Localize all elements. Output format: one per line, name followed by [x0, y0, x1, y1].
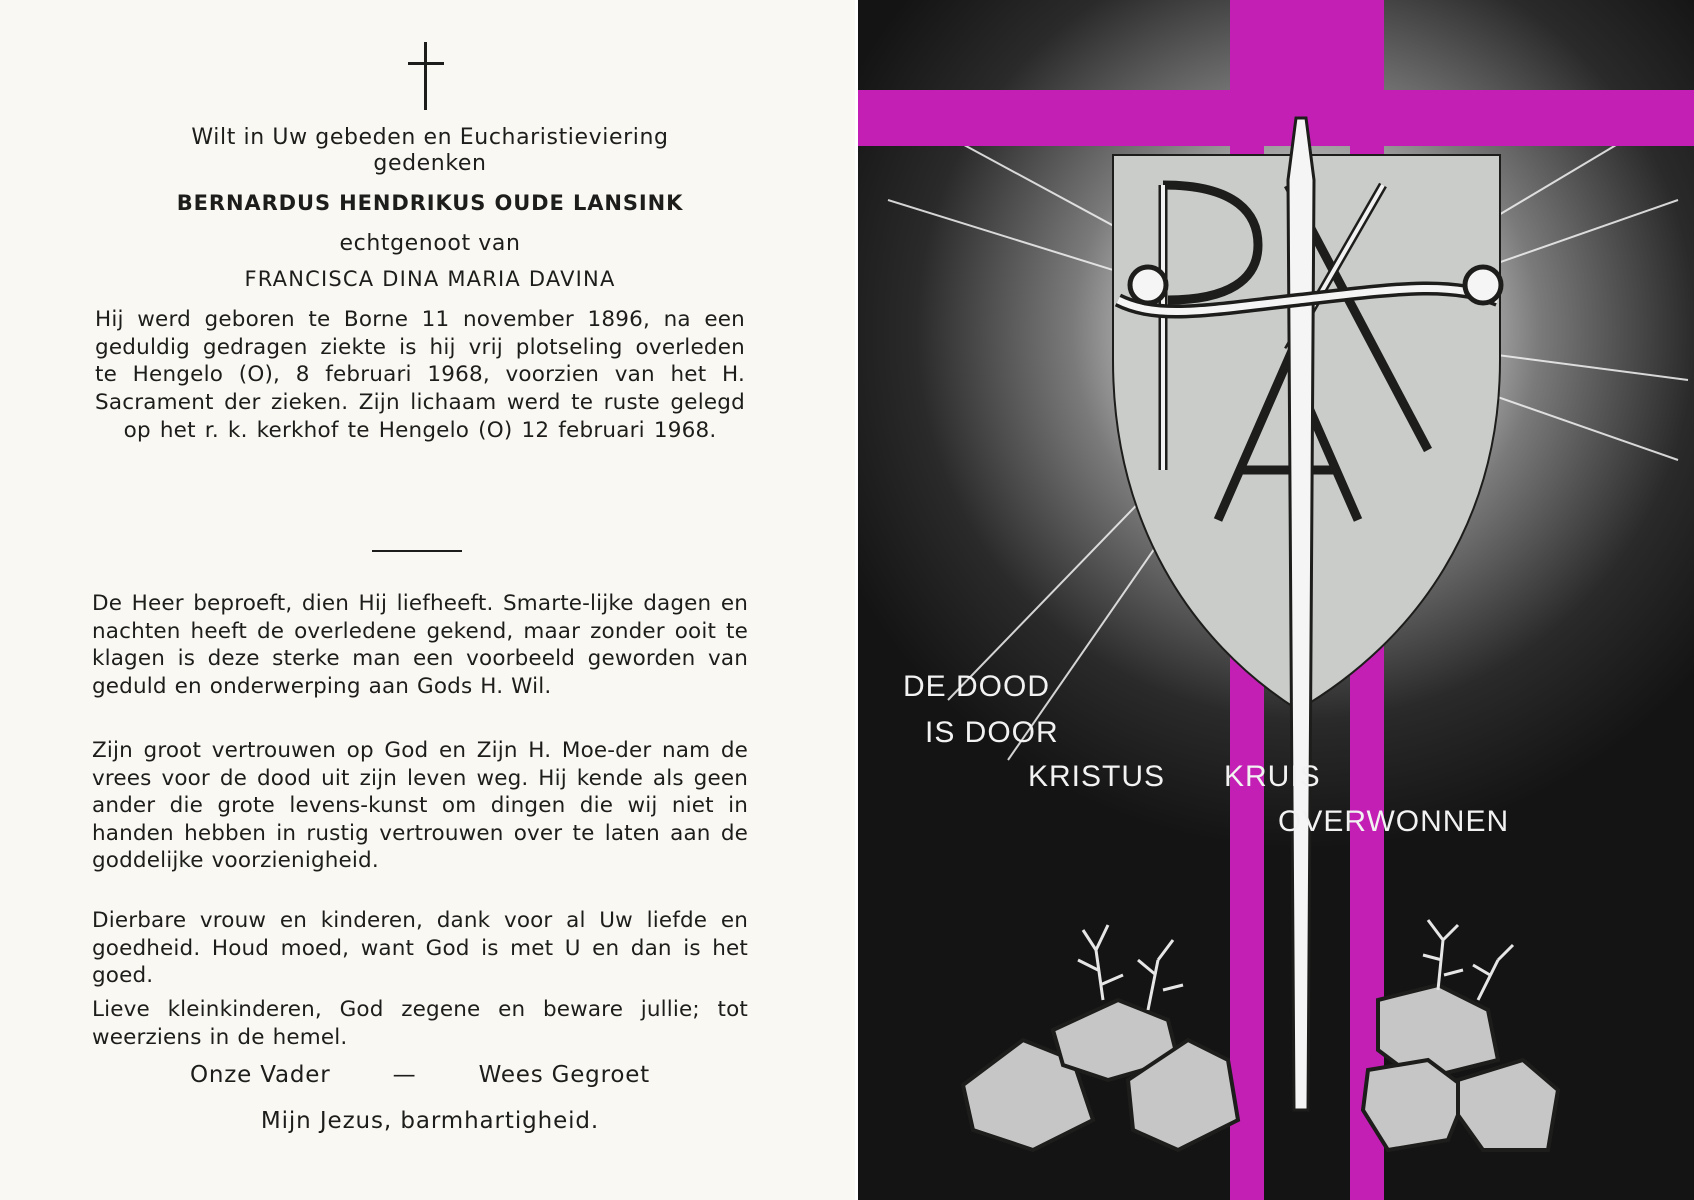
motto-line-1: DE DOOD [903, 670, 1051, 703]
paragraph-1: De Heer beproeft, dien Hij liefheeft. Smarte-lijke dagen en nachten heeft de overledene gekend, maar zonder ooit te klagen is deze sterke man een voorbeeld geworden van geduld en onderwerping aan Gods H. Wil. [92, 591, 748, 699]
paragraph-2: Zijn groot vertrouwen op God en Zijn H. Moe-der nam de vrees voor de dood uit zijn leven weg. Hij kende als geen ander die grote levens-kunst om dingen die wij niet in handen hebben in rustig vertrouwen over te laten aan de goddelijke voorzienigheid. [92, 738, 748, 873]
motto-word-kruis: KRUIS [1224, 760, 1321, 793]
prayer-dash: — [392, 1062, 417, 1088]
intro-line-1: Wilt in Uw gebeden en Eucharistieviering [191, 125, 669, 150]
spouse-label: echtgenoot van [339, 231, 521, 256]
pax-artwork [858, 0, 1694, 1200]
biography-paragraph: Hij werd geboren te Borne 11 november 1896, na een geduldig gedragen ziekte is hij vrij plotseling overleden te Hengelo (O), 8 februari 1968, voorzien van het H. Sacrament der zieken. Zijn lichaam werd te ruste gelegd op het r. k. kerkhof te Hengelo (O) 12 februari 1968. [95, 307, 745, 443]
divider-line [372, 550, 462, 552]
motto-word-kristus: KRISTUS [1028, 760, 1166, 793]
closing-invocation: Mijn Jezus, barmhartigheid. [260, 1108, 600, 1134]
prayer-onze-vader: Onze Vader [190, 1062, 331, 1088]
paragraph-3: Dierbare vrouw en kinderen, dank voor al Uw liefde en goedheid. Houd moed, want God is met U en dan is het goed. [92, 908, 748, 988]
motto-line-4: OVERWONNEN [1278, 805, 1510, 838]
memorial-image-page [858, 0, 1694, 1200]
cross-icon [404, 42, 448, 110]
prayers-line [190, 1061, 650, 1089]
paragraph-4: Lieve kleinkinderen, God zegene en beware jullie; tot weerziens in de hemel. [92, 997, 748, 1050]
intro-line-2: gedenken [373, 151, 487, 176]
prayer-wees-gegroet: Wees Gegroet [478, 1062, 650, 1088]
motto-line-2: IS DOOR [925, 716, 1059, 749]
spouse-name: FRANCISCA DINA MARIA DAVINA [244, 267, 616, 291]
deceased-name: BERNARDUS HENDRIKUS OUDE LANSINK [176, 191, 684, 215]
